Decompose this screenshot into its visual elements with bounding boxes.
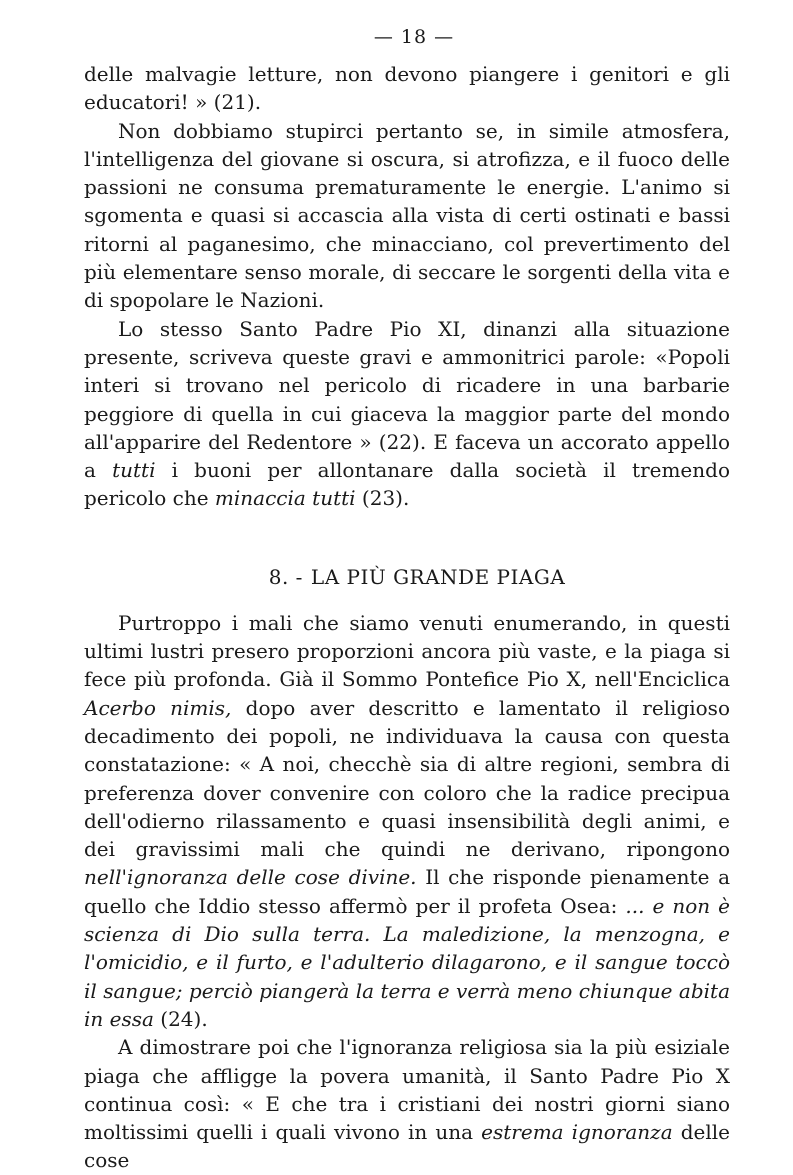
paragraph-purtroppo [84, 609, 730, 1033]
paragraph-pio-xi [84, 315, 730, 513]
paragraph-atmosfera: Non dobbiamo stupirci pertanto se, in simile atmosfera, l'intelligenza del giovane si oscura, si atrofizza, e il fuoco delle passioni ne consuma prematuramente le energie. L'animo si sgomenta e quasi si accascia alla vista di certi ostinati e bassi ritorni al paganesimo, che minacciano, col prevertimento del più elementare senso morale, di seccare le sorgenti della vita e di spopolare le Nazioni. [84, 118, 730, 313]
text-run: dopo aver descritto e lamentato il religioso decadimento dei popoli, ne individuava la causa con questa constatazione: « A noi, checchè sia di altre regioni, sembra di preferenza dover convenire con coloro che la radice precipua dell'odierno rilassamento e quasi insensibilità degli animi, e dei gravissimi mali che quindi ne derivano, ripongono [84, 695, 730, 862]
text-run: Il che risponde pienamente a quello che Iddio stesso affermò per il profeta Osea: [84, 865, 731, 918]
text-run: delle cose [84, 1120, 730, 1173]
text-run: A dimostrare poi che l'ignoranza religiosa sia la più esiziale piaga che affligge la povera umanità, il Santo Padre Pio X continua così: « E che tra i cristiani dei nostri giorni siano moltissimi quelli i quali vivono in una [84, 1035, 730, 1145]
page-number: — 18 — [373, 26, 455, 48]
italic-text: minaccia tutti [214, 486, 356, 511]
text-run: Purtroppo i mali che siamo venuti enumerando, in questi ultimi lustri presero proporzioni ancora più vaste, e la piaga si fece più profonda. Già il Sommo Pontefice Pio X, nell'Enciclica [84, 610, 730, 692]
book-page [84, 26, 730, 1175]
section-heading [84, 565, 730, 589]
text-run: (23). [355, 486, 410, 511]
section-title: LA PIÙ GRANDE PIAGA [310, 564, 566, 589]
text-run: Lo stesso Santo Padre Pio XI, dinanzi alla situazione presente, scriveva queste gravi e ammonitrici parole: «Popoli interi si trovano nel pericolo di ricadere in una barbarie peggiore di quella in cui giaceva la maggior parte del mondo all'apparire del Redentore » (22). E faceva un accorato appello a [84, 316, 730, 483]
text-run: (24). [153, 1006, 208, 1031]
italic-text: Acerbo nimis, [84, 695, 232, 720]
section-number: 8. - [268, 564, 303, 589]
italic-quote: ... e non è scienza di Dio sulla terra. La maledizione, la menzogna, e l'omicidio, e il furto, e l'adulterio dilagarono, e il sangue toccò il sangue; perciò piangerà la terra e verrà meno chiunque abita in essa [84, 893, 730, 1031]
italic-text: tutti [112, 458, 156, 483]
italic-text: nell'ignoranza delle cose divine. [84, 865, 417, 890]
text-run: i buoni per allontanare dalla società il tremendo pericolo che [84, 458, 730, 511]
paragraph-continuation: delle malvagie letture, non devono piangere i genitori e gli educatori! » (21). [84, 62, 730, 115]
italic-text: estrema ignoranza [481, 1120, 673, 1145]
paragraph-ignoranza [84, 1033, 730, 1174]
